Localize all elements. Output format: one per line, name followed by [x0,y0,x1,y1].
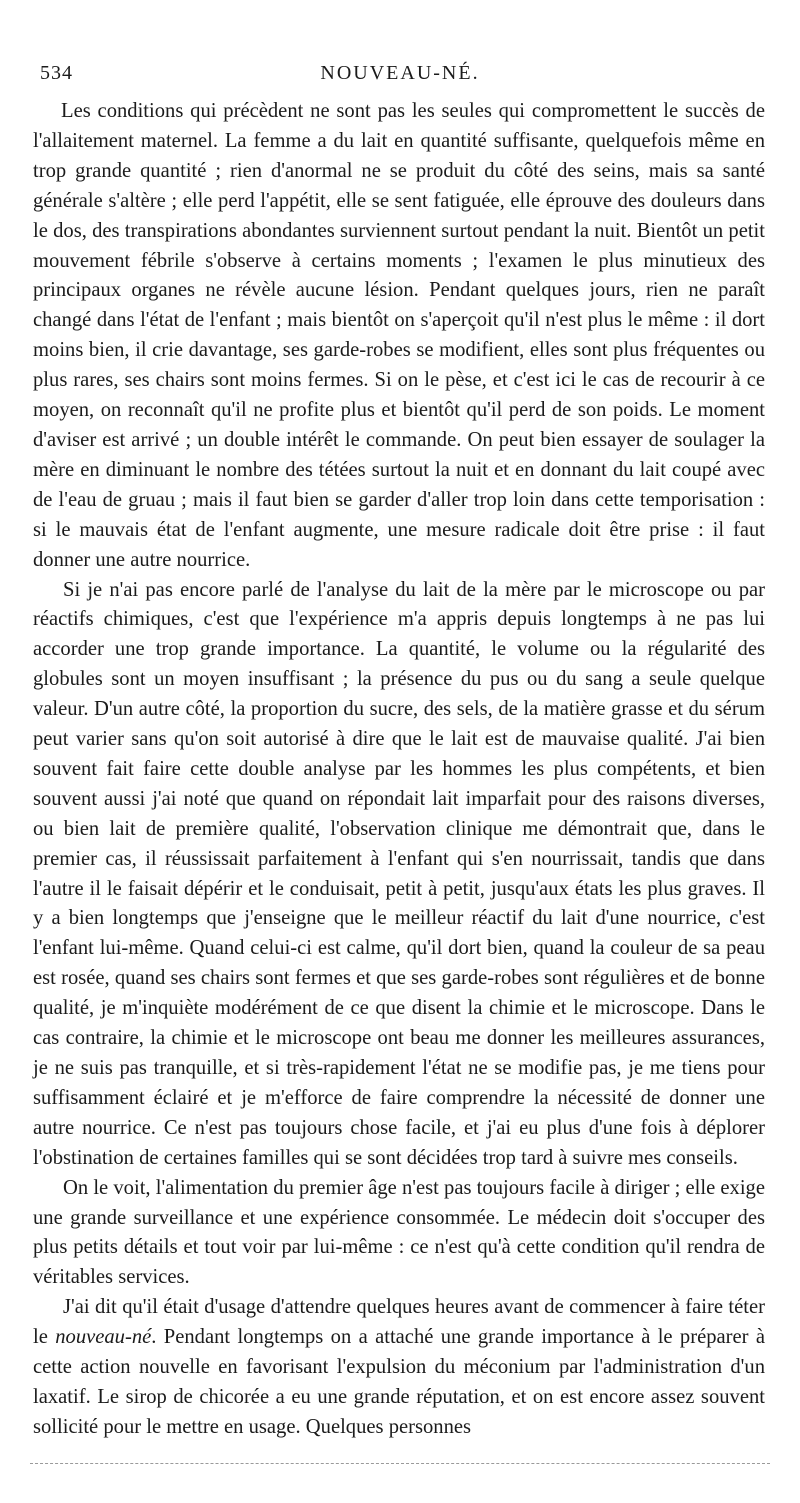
body-text [33,97,765,1443]
page-number: 534 [40,62,73,84]
paragraph-4 [33,1293,765,1443]
paragraph-4-text-end: . Pendant longtemps on a attaché une grande importance à le préparer à cette action nouvelle en favorisant l'expulsion du méconium par l'administration d'un laxatif. Le sirop de chicorée a eu une grande réputation, et on est encore assez souvent sollicité pour le mettre en usage. Quelques personnes [33,1326,765,1438]
running-title: NOUVEAU-NÉ. [320,62,480,84]
paragraph-3: On le voit, l'alimentation du premier âge n'est pas toujours facile à diriger ; elle exige une grande surveillance et une expérience consommée. Le médecin doit s'occuper des plus petits détails et tout voir par lui-même : ce n'est qu'à cette condition qu'il rendra de véritables services. [33,1176,765,1289]
paragraph-2: Si je n'ai pas encore parlé de l'analyse du lait de la mère par le microscope ou par réactifs chimiques, c'est que l'expérience m'a appris depuis longtemps à ne pas lui accorder une trop grande importance. La quantité, le volume ou la régularité des globules sont un moyen insuffisant ; la présence du pus ou du sang a seule quelque valeur. D'un autre côté, la proportion du sucre, des sels, de la matière grasse et du sérum peut varier sans qu'on soit autorisé à dire que le lait est de mauvaise qualité. J'ai bien souvent fait faire cette double analyse par les hommes les plus compétents, et bien souvent aussi j'ai noté que quand on répondait lait imparfait pour des raisons diverses, ou bien lait de première qualité, l'observation clinique me démontrait que, dans le premier cas, il réussissait parfaitement à l'enfant qui s'en nourrissait, tandis que dans l'autre il le faisait dépérir et le conduisait, petit à petit, jusqu'aux états les plus graves. Il y a bien longtemps que j'enseigne que le meilleur réactif du lait d'une nourrice, c'est l'enfant lui-même. Quand celui-ci est calme, qu'il dort bien, quand la couleur de sa peau est rosée, quand ses chairs sont fermes et que ses garde-robes sont régulières et de bonne qualité, je m'inquiète modérément de ce que disent la chimie et le microscope. Dans le cas contraire, la chimie et le microscope ont beau me donner les meilleures assurances, je ne suis pas tranquille, et si très-rapidement l'état ne se modifie pas, je me tiens pour suffisamment éclairé et je m'efforce de faire comprendre la nécessité de donner une autre nourrice. Ce n'est pas toujours chose facile, et j'ai eu plus d'une fois à déplorer l'obstination de certaines familles qui se sont décidées trop tard à suivre mes conseils. [33,578,765,1169]
footer-rule [30,1463,770,1464]
running-head [40,62,760,88]
paragraph-4-emphasis: nouveau-né [55,1326,152,1349]
paragraph-1: Les conditions qui précèdent ne sont pas les seules qui compromettent le succès de l'allaitement maternel. La femme a du lait en quantité suffisante, quelquefois même en trop grande quantité ; rien d'anormal ne se produit du côté des seins, mais sa santé générale s'altère ; elle perd l'appétit, elle se sent fatiguée, elle éprouve des douleurs dans le dos, des transpirations abondantes surviennent surtout pendant la nuit. Bientôt un petit mouvement fébrile s'observe à certains moments ; l'examen le plus minutieux des principaux organes ne révèle aucune lésion. Pendant quelques jours, rien ne paraît changé dans l'état de l'enfant ; mais bientôt on s'aperçoit qu'il n'est plus le même : il dort moins bien, il crie davantage, ses garde-robes se modifient, elles sont plus fréquentes ou plus rares, ses chairs sont moins fermes. Si on le pèse, et c'est ici le cas de recourir à ce moyen, on reconnaît qu'il ne profite plus et bientôt qu'il perd de son poids. Le moment d'aviser est arrivé ; un double intérêt le commande. On peut bien essayer de soulager la mère en diminuant le nombre des tétées surtout la nuit et en donnant du lait coupé avec de l'eau de gruau ; mais il faut bien se garder d'aller trop loin dans cette temporisation : si le mauvais état de l'enfant augmente, une mesure radicale doit être prise : il faut donner une autre nourrice. [33,100,765,571]
paragraph-4-text-start: J'ai dit qu'il était d'usage d'attendre quelques heures avant de commencer à faire téter le [33,1296,765,1349]
